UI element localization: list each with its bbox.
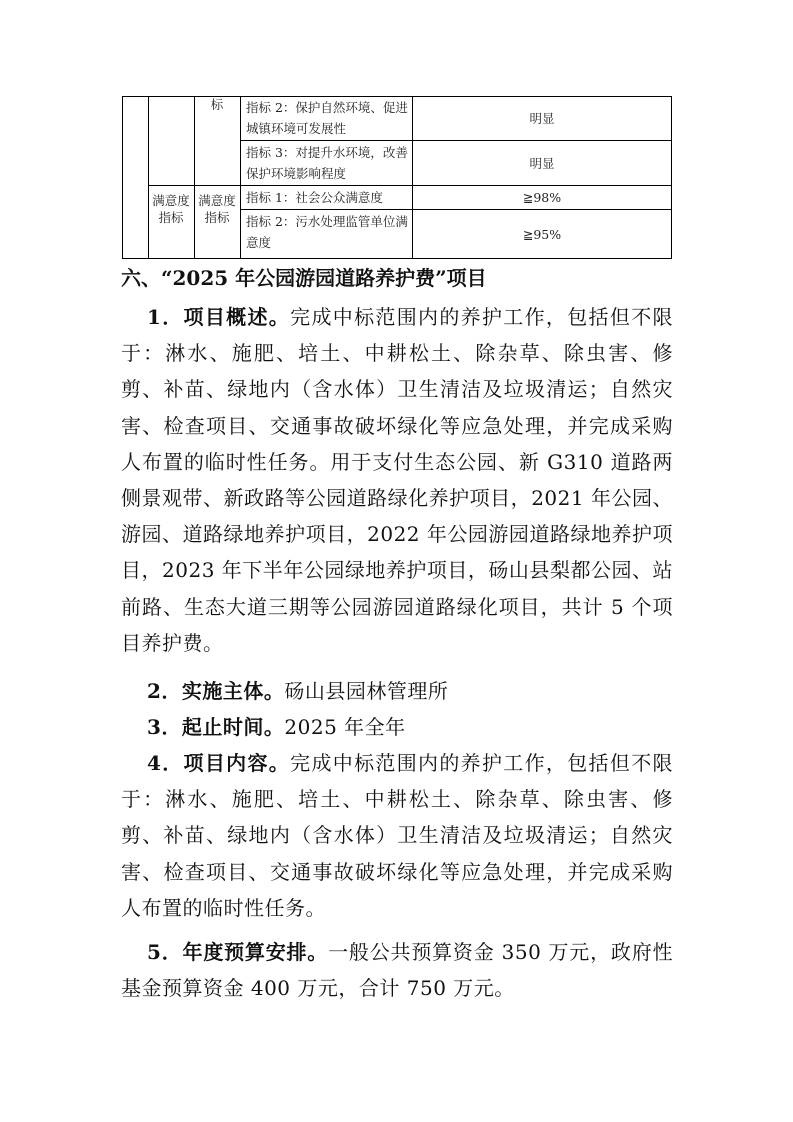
indicator-2-value: 明显 bbox=[529, 110, 555, 126]
item-budget-label: 5．年度预算安排。 bbox=[147, 940, 329, 964]
item-implementer-text: 砀山县园林管理所 bbox=[284, 679, 449, 703]
item-period bbox=[121, 709, 673, 745]
indicator-3-label: 指标 3：对提升水环境，改善保护环境影响程度 bbox=[246, 145, 408, 181]
item-implementer bbox=[121, 673, 673, 709]
item-period-text: 2025 年全年 bbox=[284, 715, 406, 739]
item-content-label: 4．项目内容。 bbox=[147, 751, 291, 775]
indicator-3-value: 明显 bbox=[529, 155, 555, 171]
satisfaction-1-label: 指标 1：社会公众满意度 bbox=[246, 190, 383, 205]
section-heading: 六、“2025 年公园游园道路养护费”项目 bbox=[121, 266, 487, 290]
item-budget bbox=[121, 934, 673, 1006]
satisfaction-1-value: ≧98% bbox=[522, 190, 562, 205]
satisfaction-2-value: ≧95% bbox=[522, 226, 562, 242]
satisfaction-level1-label: 满意度指标 bbox=[152, 193, 190, 225]
item-overview bbox=[121, 299, 673, 661]
item-period-label: 3．起止时间。 bbox=[147, 715, 285, 739]
column-label-fragment: 标 bbox=[210, 97, 224, 112]
item-budget-text: 一般公共预算资金 350 万元，政府性基金预算资金 400 万元，合计 750 万元。 bbox=[121, 940, 674, 1001]
satisfaction-level2-label: 满意度指标 bbox=[198, 193, 236, 225]
indicator-table bbox=[122, 96, 672, 259]
satisfaction-2-label: 指标 2：污水处理监管单位满意度 bbox=[246, 214, 408, 250]
indicator-2-label: 指标 2：保护自然环境、促进城镇环境可发展性 bbox=[246, 100, 408, 136]
item-overview-label: 1．项目概述。 bbox=[147, 305, 291, 329]
item-content bbox=[121, 745, 673, 926]
item-implementer-label: 2．实施主体。 bbox=[147, 679, 285, 703]
item-overview-text: 完成中标范围内的养护工作，包括但不限于：淋水、施肥、培土、中耕松土、除杂草、除虫害、修剪、补苗、绿地内（含水体）卫生清洁及垃圾清运；自然灾害、检查项目、交通事故破坏绿化等应急处理，并完成采购人布置的临时性任务。用于支付生态公园、新 G310 道路两侧景观带、新政路等公园道路绿化养护项目，2021 年公园、游园、道路绿地养护项目，2022 年公园游园道路绿地养护项目，2023 年下半年公园绿地养护项目，砀山县梨都公园、站前路、生态大道三期等公园游园道路绿化项目，共计 5 个项目养护费。 bbox=[121, 305, 674, 655]
item-content-text: 完成中标范围内的养护工作，包括但不限于：淋水、施肥、培土、中耕松土、除杂草、除虫害、修剪、补苗、绿地内（含水体）卫生清洁及垃圾清运；自然灾害、检查项目、交通事故破坏绿化等应急处理，并完成采购人布置的临时性任务。 bbox=[121, 751, 674, 920]
